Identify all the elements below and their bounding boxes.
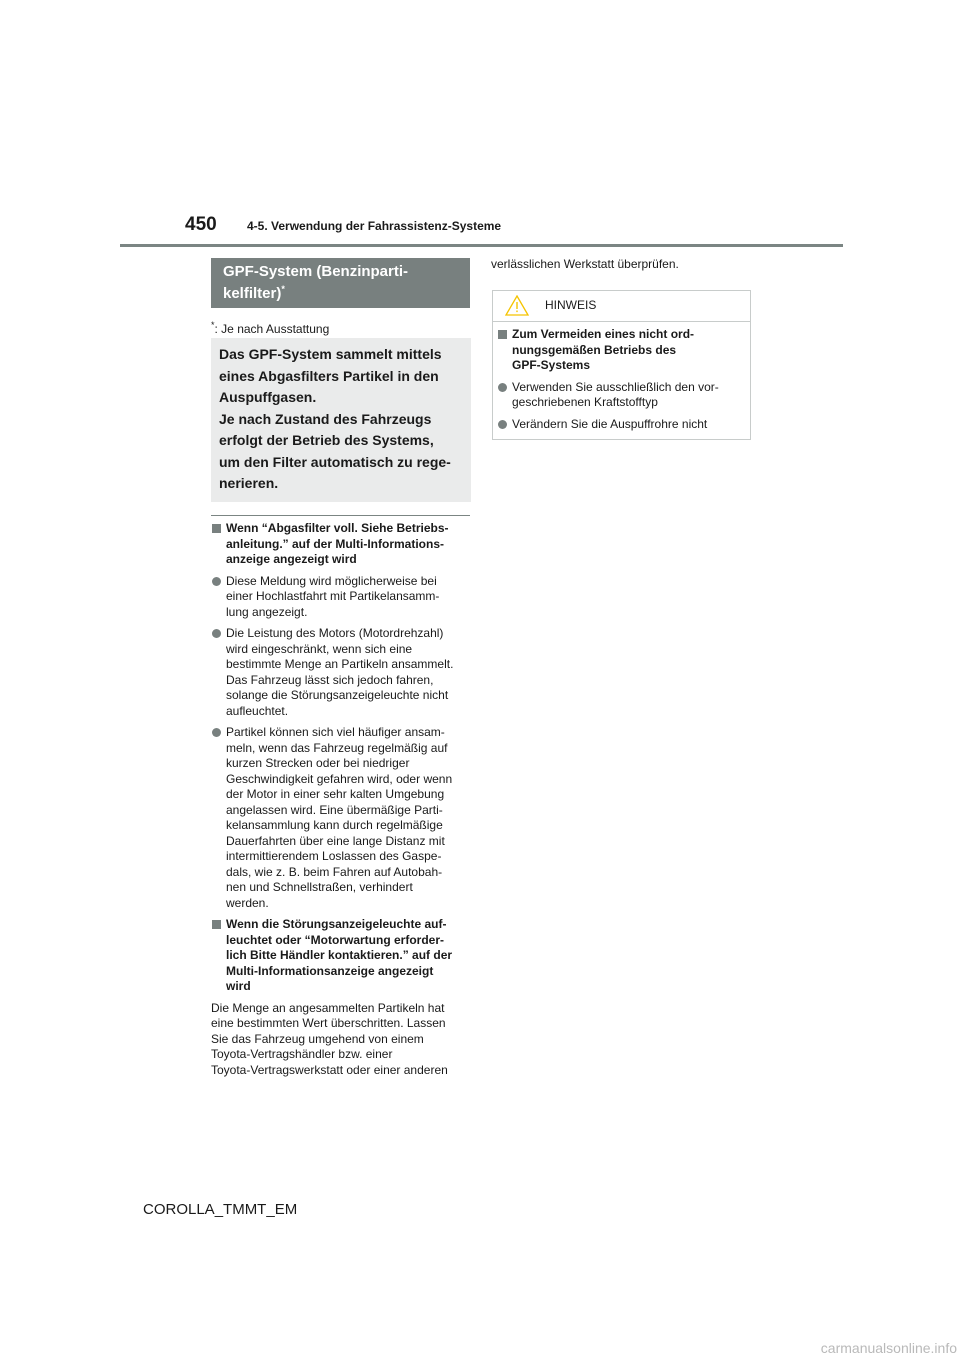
paragraph-line: Sie das Fahrzeug umgehend von einem: [211, 1031, 424, 1046]
summary-line: Je nach Zustand des Fahrzeugs: [219, 410, 432, 427]
summary-line: nerieren.: [219, 475, 279, 491]
page-number: 450: [185, 214, 217, 235]
bullet-line: angelassen wird. Eine übermäßige Parti-: [226, 802, 443, 817]
paragraph-line: Toyota-Vertragshändler bzw. einer: [211, 1047, 393, 1061]
round-bullet-icon: [498, 383, 507, 392]
bullet-line: Dauerfahrten über eine lange Distanz mit: [226, 833, 445, 848]
summary-line: erfolgt der Betrieb des Systems,: [219, 432, 434, 448]
bullet-line: dals, wie z. B. beim Fahren auf Autobah-: [226, 864, 443, 879]
bullet-line: intermittierendem Loslassen des Gaspe-: [226, 849, 442, 863]
title-line-1: GPF-System (Benzinparti-: [223, 263, 409, 280]
heading-line: wird: [226, 979, 251, 993]
bullet-line: Die Leistung des Motors (Motordrehzahl): [226, 626, 444, 640]
round-bullet-icon: [212, 728, 221, 737]
bullet-line: einer Hochlastfahrt mit Partikelansamm-: [226, 589, 440, 603]
square-bullet-icon: [498, 330, 507, 339]
bullet-line: wird eingeschränkt, wenn sich eine: [226, 641, 413, 656]
heading-line: GPF-Systems: [512, 358, 591, 372]
note-body: [493, 322, 750, 432]
list-item: [497, 380, 744, 411]
summary-box: [211, 338, 471, 502]
note-heading: [497, 327, 744, 374]
paragraph-line: eine bestimmten Wert überschritten. Lassen: [211, 1016, 446, 1030]
note-box: [492, 290, 751, 440]
bullet-line: Diese Meldung wird möglicherweise bei: [226, 573, 437, 588]
footnote-text: : Je nach Ausstattung: [214, 322, 330, 336]
heading-line: Multi-Informationsanzeige angezeigt: [226, 963, 434, 978]
heading-line: Wenn die Störungsanzeigeleuchte auf-: [226, 917, 447, 931]
list-item: [211, 725, 469, 911]
section-title: [211, 258, 470, 308]
section-header: 4-5. Verwendung der Fahrassistenz-Systeme: [247, 219, 502, 233]
round-bullet-icon: [498, 420, 507, 429]
bullet-line: kelansammlung kann durch regelmäßige: [226, 818, 443, 832]
bullet-line: Geschwindigkeit gefahren wird, oder wenn: [226, 771, 453, 786]
bullet-line: Partikel können sich viel häufiger ansam-: [226, 725, 445, 739]
bullet-line: werden.: [226, 895, 269, 910]
bullet-line: geschriebenen Kraftstofftyp: [512, 395, 658, 409]
bullet-line: nen und Schnellstraßen, verhindert: [226, 880, 413, 894]
heading-line: Zum Vermeiden eines nicht ord-: [512, 327, 695, 341]
square-bullet-icon: [212, 524, 221, 533]
summary-line: eines Abgasfilters Partikel in den: [219, 367, 439, 384]
list-item: [211, 574, 469, 621]
round-bullet-icon: [212, 577, 221, 586]
bullet-line: Das Fahrzeug lässt sich jedoch fahren,: [226, 672, 434, 687]
note-header: [493, 291, 750, 322]
bullet-line: meln, wenn das Fahrzeug regelmäßig auf: [226, 740, 448, 755]
list-item: [211, 626, 469, 719]
subheading-stoerungsanzeige: [211, 917, 469, 995]
paragraph-line: Die Menge an angesammelten Partikeln hat: [211, 1000, 445, 1015]
heading-line: lich Bitte Händler kontaktieren.” auf der: [226, 948, 453, 962]
summary-line: um den Filter automatisch zu rege-: [219, 453, 451, 470]
round-bullet-icon: [212, 629, 221, 638]
heading-line: anzeige angezeigt wird: [226, 552, 357, 566]
footnote-marker: *: [211, 320, 215, 330]
title-line-2: kelfilter): [223, 285, 282, 302]
square-bullet-icon: [212, 920, 221, 929]
bullet-line: bestimmte Menge an Partikeln ansammelt.: [226, 657, 454, 671]
header-rule: [120, 244, 843, 247]
heading-line: anleitung.” auf der Multi-Informations-: [226, 536, 444, 551]
warning-icon: [505, 295, 529, 316]
bullet-line: Verwenden Sie ausschließlich den vor-: [512, 379, 719, 394]
subheading-abgasfilter-voll: [211, 521, 469, 568]
bullet-line: kurzen Strecken oder bei niedriger: [226, 756, 410, 770]
title-footnote-marker: *: [281, 284, 285, 294]
footer-code: COROLLA_TMMT_EM: [143, 1201, 298, 1218]
summary-line: Das GPF-System sammelt mittels: [219, 346, 442, 362]
paragraph-line: Toyota-Vertragswerkstatt oder einer anderen: [211, 1062, 448, 1077]
heading-line: Wenn “Abgasfilter voll. Siehe Betriebs-: [226, 521, 449, 535]
heading-line: nungsgemäßen Betriebs des: [512, 342, 677, 357]
list-item: [497, 417, 744, 433]
bullet-line: der Motor in einer sehr kalten Umgebung: [226, 787, 445, 801]
watermark: carmanualsonline.info: [820, 1340, 957, 1356]
left-column: [211, 521, 469, 1084]
continuation-text: verlässlichen Werkstatt überprüfen.: [491, 257, 679, 271]
bullet-line: aufleuchtet.: [226, 703, 289, 718]
bullet-line: lung angezeigt.: [226, 604, 308, 619]
bullet-line: Verändern Sie die Auspuffrohre nicht: [512, 416, 708, 431]
note-label: HINWEIS: [545, 298, 597, 312]
body-paragraph: [211, 1001, 469, 1079]
section-divider: [211, 515, 470, 516]
heading-line: leuchtet oder “Motorwartung erforder-: [226, 932, 445, 947]
summary-line: Auspuffgasen.: [219, 389, 317, 405]
footnote: [211, 320, 329, 336]
bullet-line: solange die Störungsanzeigeleuchte nicht: [226, 688, 449, 702]
